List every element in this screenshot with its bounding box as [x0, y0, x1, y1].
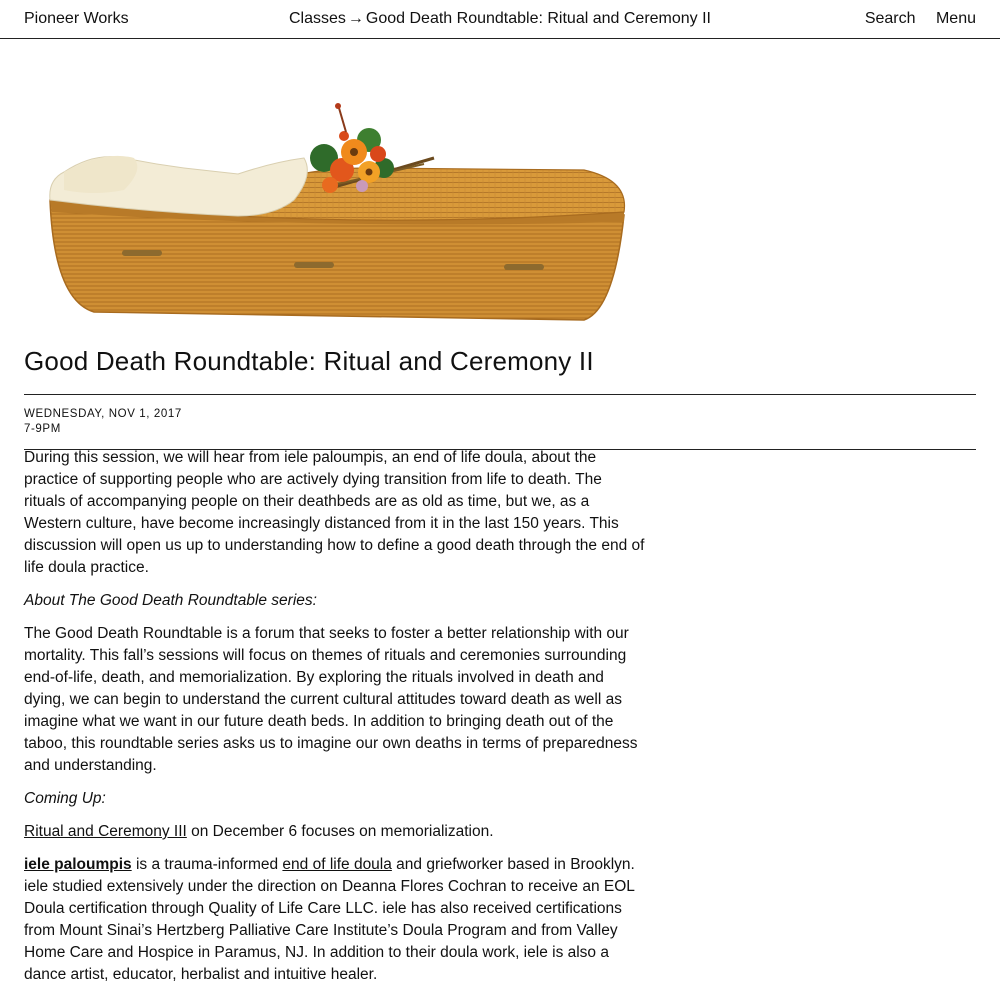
coming-up-paragraph [24, 821, 646, 843]
bio-text-1: is a trauma-informed [131, 856, 283, 873]
intro-paragraph: During this session, we will hear from iele paloumpis, an end of life doula, about the practice of supporting people who are actively dying transition from life to death. The rituals of accompanying people on their deathbeds are as old as time, but we, as a Western culture, have become increasingly distanced from it in the last 150 years. This discussion will open us up to understanding how to define a good death through the end of life doula practice. [24, 449, 645, 576]
hero-image [24, 40, 644, 340]
breadcrumb-current: Good Death Roundtable: Ritual and Ceremony II [365, 10, 711, 27]
wicker-casket-image [24, 40, 644, 340]
event-date: WEDNESDAY, NOV 1, 2017 [24, 408, 182, 420]
menu-button[interactable]: Menu [935, 10, 976, 27]
ritual-ceremony-iii-link[interactable]: Ritual and Ceremony III [24, 823, 187, 840]
event-time: 7-9PM [24, 423, 61, 435]
iele-paloumpis-link[interactable]: iele paloumpis [24, 856, 132, 873]
bio-text-2: and griefworker based in Brooklyn. iele studied extensively under the direction on Deanna Flores Cochran to receive an EOL Doula certification through Quality of Life Care LLC. iele has also received certifications from Mount Sinai’s Hertzberg Palliative Care Institute’s Doula Program and from Valley Home Care and Hospice in Paramus, NJ. In addition to their doula work, iele is also a dance artist, educator, herbalist and intuitive healer. [24, 856, 635, 983]
coming-up-text: on December 6 focuses on memorialization. [186, 823, 494, 840]
series-paragraph: The Good Death Roundtable is a forum that seeks to foster a better relationship with our mortality. This fall’s sessions will focus on themes of rituals and ceremonies surrounding end-of-life, death, and memorialization. By exploring the rituals involved in death and dying, we can begin to understand the current cultural attitudes toward death as well as imagine what we want in our future death beds. In addition to bringing death out of the taboo, this roundtable series asks us to imagine our own deaths in terms of preparedness and understanding. [24, 625, 638, 774]
title-divider [24, 394, 976, 395]
search-button[interactable]: Search [864, 10, 916, 27]
series-heading: About The Good Death Roundtable series: [24, 592, 317, 609]
page-title: Good Death Roundtable: Ritual and Ceremony II [24, 346, 594, 376]
event-meta [24, 407, 182, 437]
site-header [0, 0, 1000, 39]
coming-up-heading: Coming Up: [24, 790, 106, 807]
end-of-life-doula-link[interactable]: end of life doula [282, 856, 392, 873]
bio-paragraph [24, 854, 646, 986]
event-description [24, 447, 646, 997]
arrow-right-icon: → [347, 10, 364, 27]
breadcrumb-classes-link[interactable]: Classes [289, 10, 346, 27]
header-nav [849, 10, 976, 28]
site-logo-link[interactable]: Pioneer Works [24, 10, 129, 27]
